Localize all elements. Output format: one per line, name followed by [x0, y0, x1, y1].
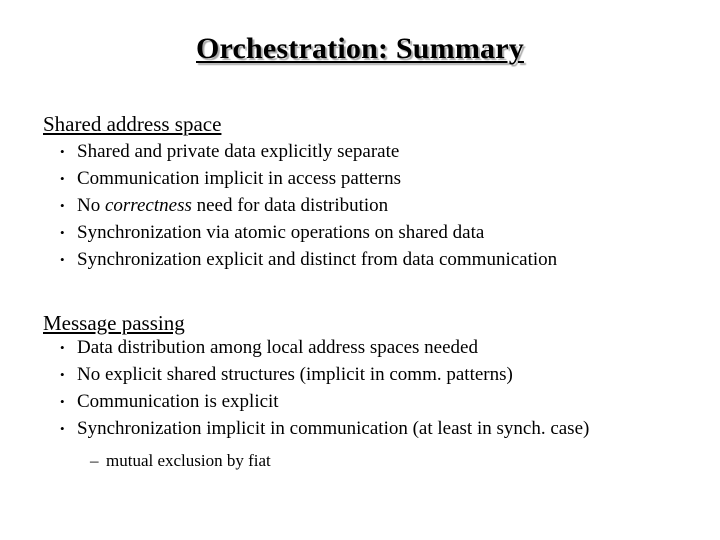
- bullet-icon: •: [60, 367, 65, 382]
- bullet-icon: •: [60, 421, 65, 436]
- list-item: [60, 388, 589, 415]
- bullet-text-suffix: need for data distribution: [191, 195, 389, 216]
- list-item: [60, 219, 557, 246]
- dash-icon: –: [90, 451, 99, 470]
- sub-bullet-mutual-exclusion: [90, 449, 271, 473]
- bullet-text-prefix: No: [77, 195, 105, 216]
- bullet-text: Shared and private data explicitly separate: [77, 141, 400, 162]
- list-item: [60, 165, 557, 192]
- list-item: [60, 138, 557, 165]
- bullet-icon: •: [60, 171, 65, 186]
- bullet-text: Synchronization explicit and distinct from data communication: [77, 249, 558, 270]
- bullet-text: Data distribution among local address spaces needed: [77, 337, 478, 358]
- bullet-icon: •: [60, 394, 65, 409]
- bullet-icon: •: [60, 198, 65, 213]
- slide-title: Orchestration: Summary: [196, 32, 524, 65]
- bullet-icon: •: [60, 225, 65, 240]
- list-item: [60, 334, 589, 361]
- bullet-text: Communication is explicit: [77, 391, 279, 412]
- bullet-icon: •: [60, 252, 65, 267]
- bullet-text: Synchronization via atomic operations on shared data: [77, 222, 485, 243]
- section-heading-message-passing: Message passing: [43, 311, 185, 335]
- bullet-list-message-passing: [60, 334, 589, 442]
- bullet-list-shared-address-space: [60, 138, 557, 273]
- bullet-text: No explicit shared structures (implicit in comm. patterns): [77, 364, 513, 385]
- list-item: [60, 415, 589, 442]
- bullet-text: Synchronization implicit in communication (at least in synch. case): [77, 418, 590, 439]
- section-heading-shared-address-space: Shared address space: [43, 112, 222, 136]
- bullet-text-emphasis: correctness: [104, 195, 192, 216]
- bullet-text: Communication implicit in access patterns: [77, 168, 401, 189]
- list-item: [60, 361, 589, 388]
- list-item: [60, 192, 557, 219]
- sub-bullet-text: mutual exclusion by fiat: [106, 451, 271, 470]
- bullet-icon: •: [60, 144, 65, 159]
- bullet-icon: •: [60, 340, 65, 355]
- list-item: [60, 246, 557, 273]
